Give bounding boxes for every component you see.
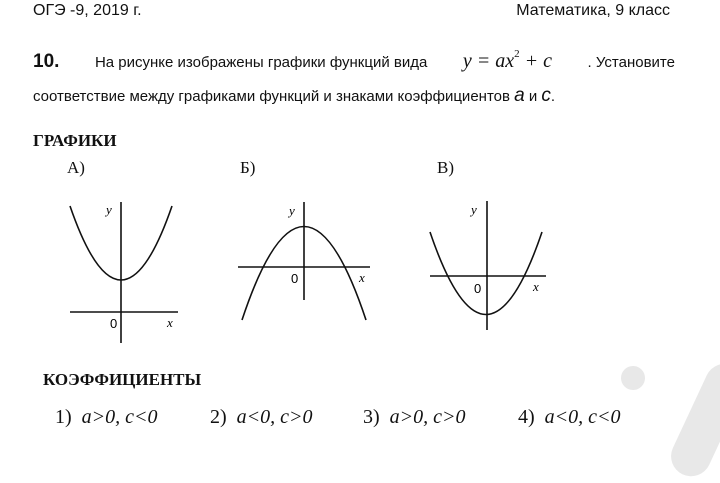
option-1-text: a>0, c<0 <box>81 406 158 428</box>
option-4-text: a<0, c<0 <box>544 406 621 428</box>
option-4-number: 4) <box>518 406 535 428</box>
graph-b <box>238 202 370 320</box>
graph-v-y-label: y <box>471 202 477 217</box>
graph-a-y-label: y <box>106 202 112 217</box>
task-line-2: соответствие между графиками функций и знаками коэффициентов a и c. <box>33 85 556 106</box>
task-text-end: . Установите <box>587 54 675 71</box>
graph-a-x-label: x <box>167 315 173 330</box>
coefficient-c: c <box>541 85 551 106</box>
coefficient-a: a <box>514 85 525 106</box>
coefficient-option-1 <box>55 406 158 429</box>
coefficient-option-2 <box>210 406 313 429</box>
option-2-number: 2) <box>210 406 227 428</box>
graph-label-a: А) <box>67 158 85 177</box>
option-1-number: 1) <box>55 406 72 428</box>
graph-b-y-label: y <box>289 203 295 218</box>
graph-a <box>70 202 178 343</box>
task-text-start: На рисунке изображены графики функций вида <box>94 54 428 71</box>
graph-v-x-label: x <box>533 279 539 294</box>
graph-b-origin-label: 0 <box>291 271 299 286</box>
graph-a-origin-label: 0 <box>110 316 118 331</box>
graph-b-x-label: x <box>359 270 365 285</box>
graphs-section-title: ГРАФИКИ <box>33 131 117 150</box>
graph-v <box>430 201 546 330</box>
task-formula: $y = ax^2 + c$ <box>462 48 553 72</box>
graph-v-parabola <box>430 232 542 315</box>
header-exam-label: ОГЭ -9, 2019 г. <box>33 2 142 19</box>
task-number: 10. <box>33 51 60 72</box>
option-3-text: a>0, c>0 <box>389 406 466 428</box>
graph-v-origin-label: 0 <box>474 281 482 296</box>
coefficient-option-4 <box>518 406 621 429</box>
option-3-number: 3) <box>363 406 380 428</box>
option-2-text: a<0, c>0 <box>236 406 313 428</box>
coefficients-section-title: КОЭФФИЦИЕНТЫ <box>43 370 202 389</box>
watermark-dot <box>621 366 645 390</box>
graph-label-b: Б) <box>240 158 256 177</box>
header-subject-label: Математика, 9 класс <box>516 2 670 19</box>
graph-label-v: В) <box>437 158 454 177</box>
coefficient-option-3 <box>363 406 466 429</box>
